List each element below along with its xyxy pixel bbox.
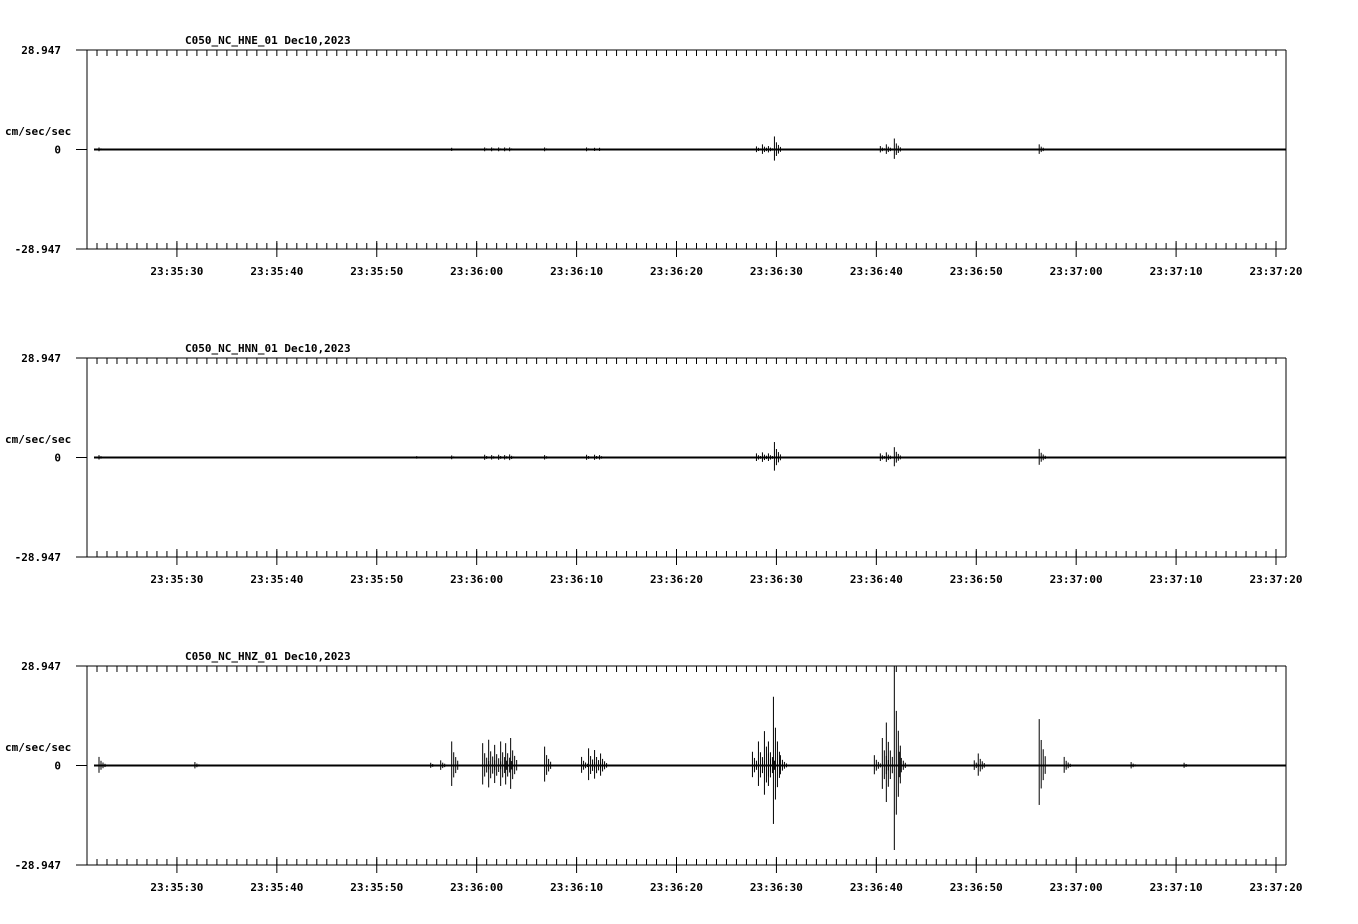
x-tick-label: 23:37:10 (1149, 573, 1203, 586)
x-tick-label: 23:36:00 (450, 573, 504, 586)
x-tick-label: 23:37:00 (1049, 881, 1103, 894)
plot-frame (76, 358, 1286, 565)
y-tick-label: -28.947 (14, 859, 61, 872)
y-axis-label: cm/sec/sec (5, 741, 72, 754)
x-tick-label: 23:37:00 (1049, 573, 1103, 586)
x-tick-label: 23:35:50 (350, 265, 404, 278)
x-tick-label: 23:35:30 (150, 265, 204, 278)
trace-title: C050_NC_HNZ_01 Dec10,2023 (185, 650, 351, 663)
seismogram-panel (5, 34, 1303, 278)
x-tick-label: 23:36:30 (749, 573, 803, 586)
x-tick-label: 23:37:20 (1249, 573, 1303, 586)
x-tick-label: 23:36:10 (550, 265, 604, 278)
x-tick-label: 23:36:00 (450, 265, 504, 278)
plot-frame (76, 666, 1286, 873)
y-tick-label: 0 (54, 759, 61, 773)
x-tick-label: 23:36:30 (749, 265, 803, 278)
x-tick-label: 23:36:40 (849, 881, 903, 894)
y-tick-label: 28.947 (21, 660, 61, 673)
x-tick-label: 23:35:50 (350, 573, 404, 586)
x-tick-label: 23:36:20 (650, 881, 704, 894)
trace-title: C050_NC_HNE_01 Dec10,2023 (185, 34, 351, 47)
y-tick-label: -28.947 (14, 243, 61, 256)
y-axis-label: cm/sec/sec (5, 433, 72, 446)
x-tick-label: 23:36:10 (550, 573, 604, 586)
seismogram-panel (5, 650, 1303, 894)
x-tick-label: 23:35:40 (250, 265, 304, 278)
x-tick-label: 23:36:40 (849, 265, 903, 278)
trace-title: C050_NC_HNN_01 Dec10,2023 (185, 342, 351, 355)
y-tick-label: 0 (54, 451, 61, 465)
x-tick-label: 23:37:10 (1149, 265, 1203, 278)
y-tick-label: 0 (54, 143, 61, 157)
seismogram-panel (5, 342, 1303, 586)
y-axis-label: cm/sec/sec (5, 125, 72, 138)
x-tick-label: 23:35:30 (150, 881, 204, 894)
trace-waveform (99, 442, 1045, 471)
x-tick-label: 23:35:30 (150, 573, 204, 586)
x-tick-label: 23:37:20 (1249, 881, 1303, 894)
x-tick-label: 23:36:30 (749, 881, 803, 894)
x-tick-label: 23:36:10 (550, 881, 604, 894)
x-tick-label: 23:35:40 (250, 881, 304, 894)
x-tick-label: 23:36:20 (650, 265, 704, 278)
plot-frame (76, 50, 1286, 257)
x-tick-label: 23:36:20 (650, 573, 704, 586)
x-tick-label: 23:35:50 (350, 881, 404, 894)
x-tick-label: 23:36:50 (949, 881, 1003, 894)
trace-waveform (99, 666, 1190, 850)
x-tick-label: 23:37:10 (1149, 881, 1203, 894)
x-tick-label: 23:37:20 (1249, 265, 1303, 278)
y-tick-label: 28.947 (21, 352, 61, 365)
y-tick-label: -28.947 (14, 551, 61, 564)
x-tick-label: 23:37:00 (1049, 265, 1103, 278)
y-tick-label: 28.947 (21, 44, 61, 57)
x-tick-label: 23:36:50 (949, 265, 1003, 278)
x-tick-label: 23:36:50 (949, 573, 1003, 586)
x-tick-label: 23:36:40 (849, 573, 903, 586)
x-tick-label: 23:36:00 (450, 881, 504, 894)
x-tick-label: 23:35:40 (250, 573, 304, 586)
